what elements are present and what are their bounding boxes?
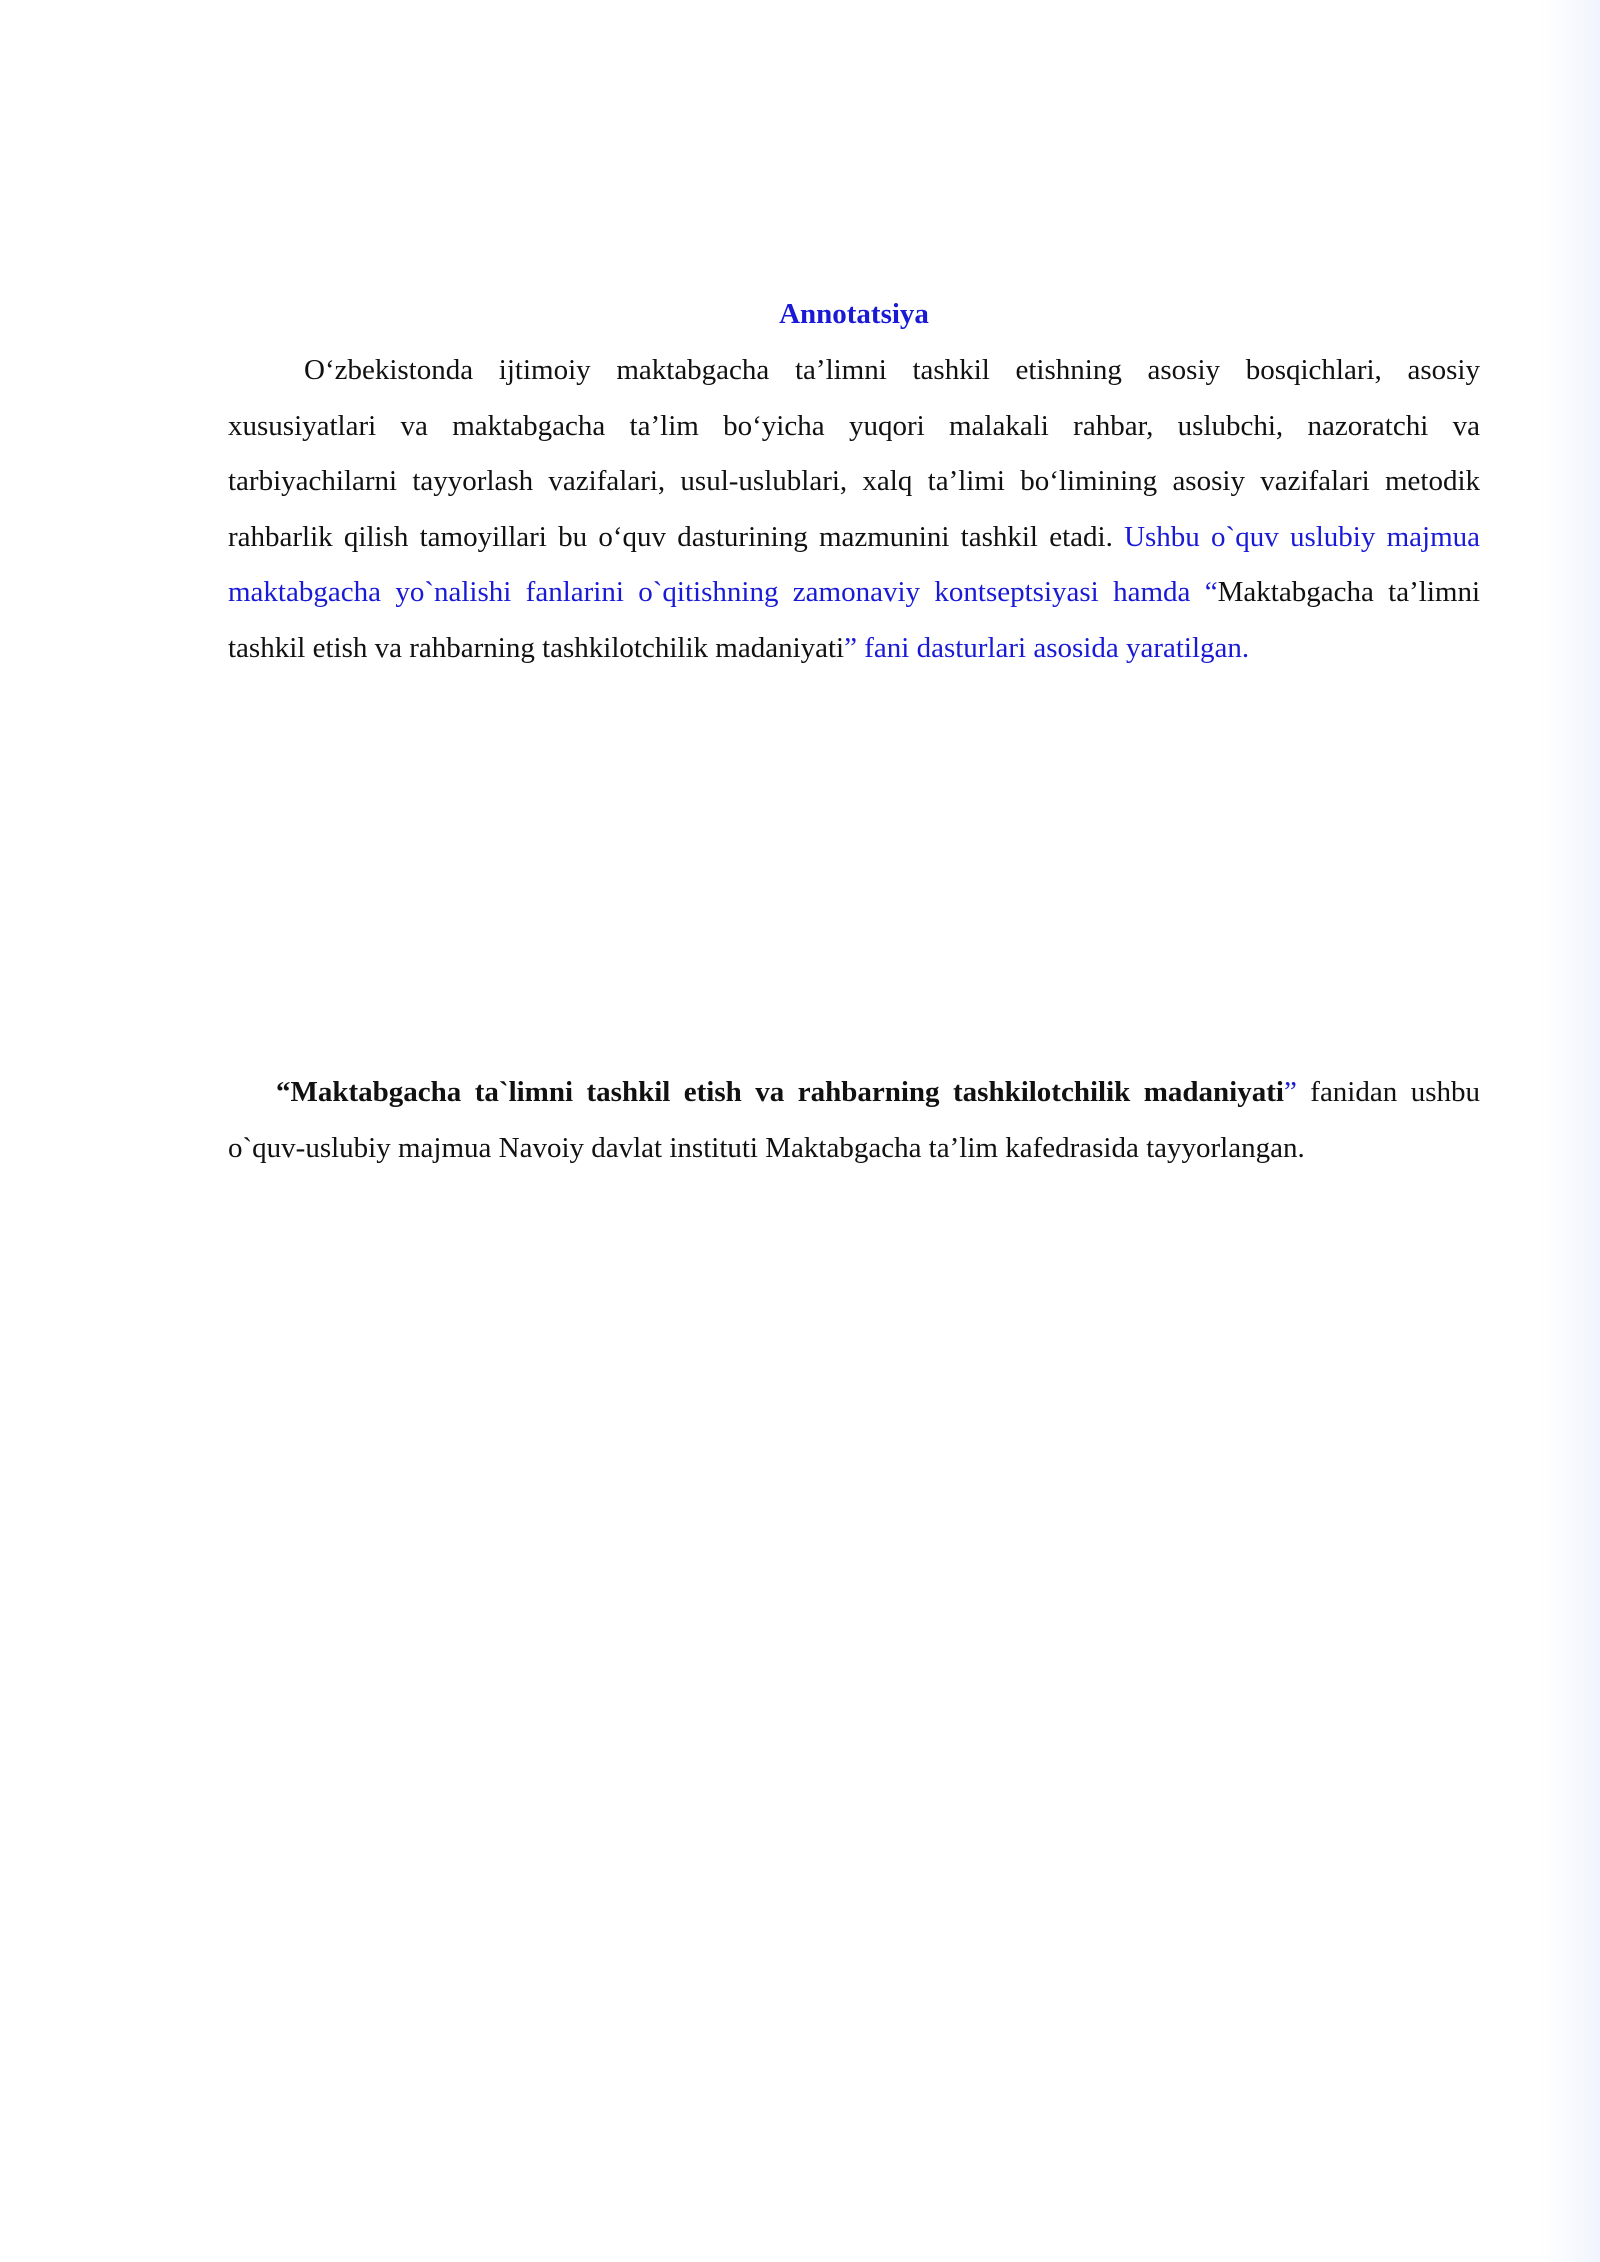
page-edge-shade [1540, 0, 1600, 2262]
abstract-text-part1: O‘zbekistonda ijtimoiy maktabgacha ta’limni tashkil etishning asosiy bosqichlari, asosiy xususiyatlari va maktabgacha ta’lim bo‘yicha yuqori malakali rahbar, uslubchi, nazoratchi va tarbiyachilarni tayyorlash vazifalari, usul-uslublari, xalq ta’limi bo‘limining asosiy vazifalari metodik rahbarlik qilish tamoyillari bu o‘quv dasturining mazmunini tashkil etadi [228, 354, 1480, 553]
credit-paragraph [228, 1065, 1480, 1176]
annotation-heading: Annotatsiya [779, 298, 929, 330]
credit-close-quote: ” [1283, 1076, 1297, 1108]
abstract-text-part3: fani dasturlari asosida yaratilgan. [856, 631, 1250, 664]
abstract-paragraph [228, 343, 1480, 676]
abstract-close-quote: ” [844, 631, 857, 664]
abstract-course-name: Maktabgacha ta’limni tashkil etish va rahbarning tashkilotchilik madaniyati [228, 576, 1481, 664]
abstract-open-quote: “ [1204, 576, 1218, 608]
credit-text: fanidan ushbu o`quv-uslubiy majmua Navoiy davlat instituti Maktabgacha ta’lim kafedrasida tayyorlangan. [228, 1076, 1480, 1164]
credit-course-title: “Maktabgacha ta`limni tashkil etish va rahbarning tashkilotchilik madaniyati [276, 1076, 1284, 1108]
abstract-text-part2: Ushbu o`quv uslubiy majmua maktabgacha yo`nalishi fanlarini o`qitishning zamonaviy kontseptsiyasi hamda [228, 520, 1480, 608]
abstract-period: . [1105, 520, 1113, 553]
